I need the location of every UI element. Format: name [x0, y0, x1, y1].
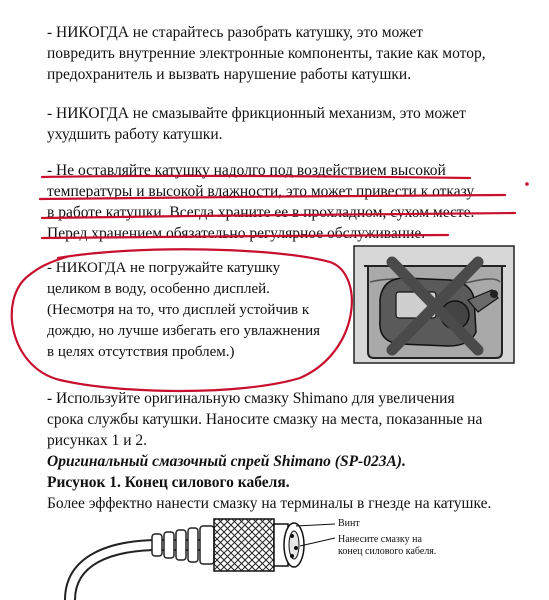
reel-in-water-icon — [354, 246, 514, 363]
text-line: в работе катушки. Всегда храните ее в прохладном, сухом месте. — [47, 204, 475, 221]
figure-title: Рисунок 1. Конец силового кабеля. — [47, 474, 290, 491]
text-line: предохранитель и вызвать нарушение работы катушки. — [47, 66, 412, 83]
label-screw: Винт — [338, 518, 360, 529]
text-line: срока службы катушки. Наносите смазку на места, показанные на — [47, 411, 483, 428]
text-line: - Не оставляйте катушку надолго под воздействием высокой — [47, 162, 446, 179]
text-line: температуры и высокой влажности, это может привести к отказу — [47, 183, 475, 200]
power-cable-connector-icon — [70, 519, 335, 600]
text-line: - НИКОГДА не погружайте катушку — [47, 260, 281, 276]
text-line: повредить внутренние электронные компоненты, такие как мотор, — [47, 45, 486, 62]
label-apply-grease: Нанесите смазку на — [338, 534, 422, 545]
text-line: целиком в воду, особенно дисплей. — [47, 281, 270, 297]
label-apply-grease-2: конец силового кабеля. — [338, 546, 437, 557]
text-line: - НИКОГДА не старайтесь разобрать катушку, это может — [47, 24, 424, 41]
grease-instructions — [47, 388, 537, 514]
text-line: - НИКОГДА не смазывайте фрикционный механизм, это может — [47, 105, 466, 122]
warning-lubricate — [47, 103, 537, 145]
cross-out-icon — [392, 262, 478, 350]
text-line: ухудшить работу катушки. — [47, 126, 223, 143]
text-line: дождю, но лучше избегать его увлажнения — [47, 323, 321, 339]
warning-heat-humidity — [47, 160, 537, 244]
text-line: рисунках 1 и 2. — [47, 432, 147, 449]
text-line: (Несмотря на то, что дисплей устойчив к — [47, 302, 310, 318]
text-line: в целях отсутствия проблем.) — [47, 344, 235, 360]
figure-text: Более эффектно нанести смазку на терминалы в гнезде на катушке. — [47, 495, 492, 512]
warning-disassemble — [47, 22, 537, 85]
text-line: Перед хранением обязательно регулярное обслуживание. — [47, 225, 426, 242]
spray-title: Оригинальный смазочный спрей Shimano (SP-023A). — [47, 453, 406, 470]
text-line: - Используйте оригинальную смазку Shimano для увеличения — [47, 390, 455, 407]
warning-water — [47, 258, 347, 363]
